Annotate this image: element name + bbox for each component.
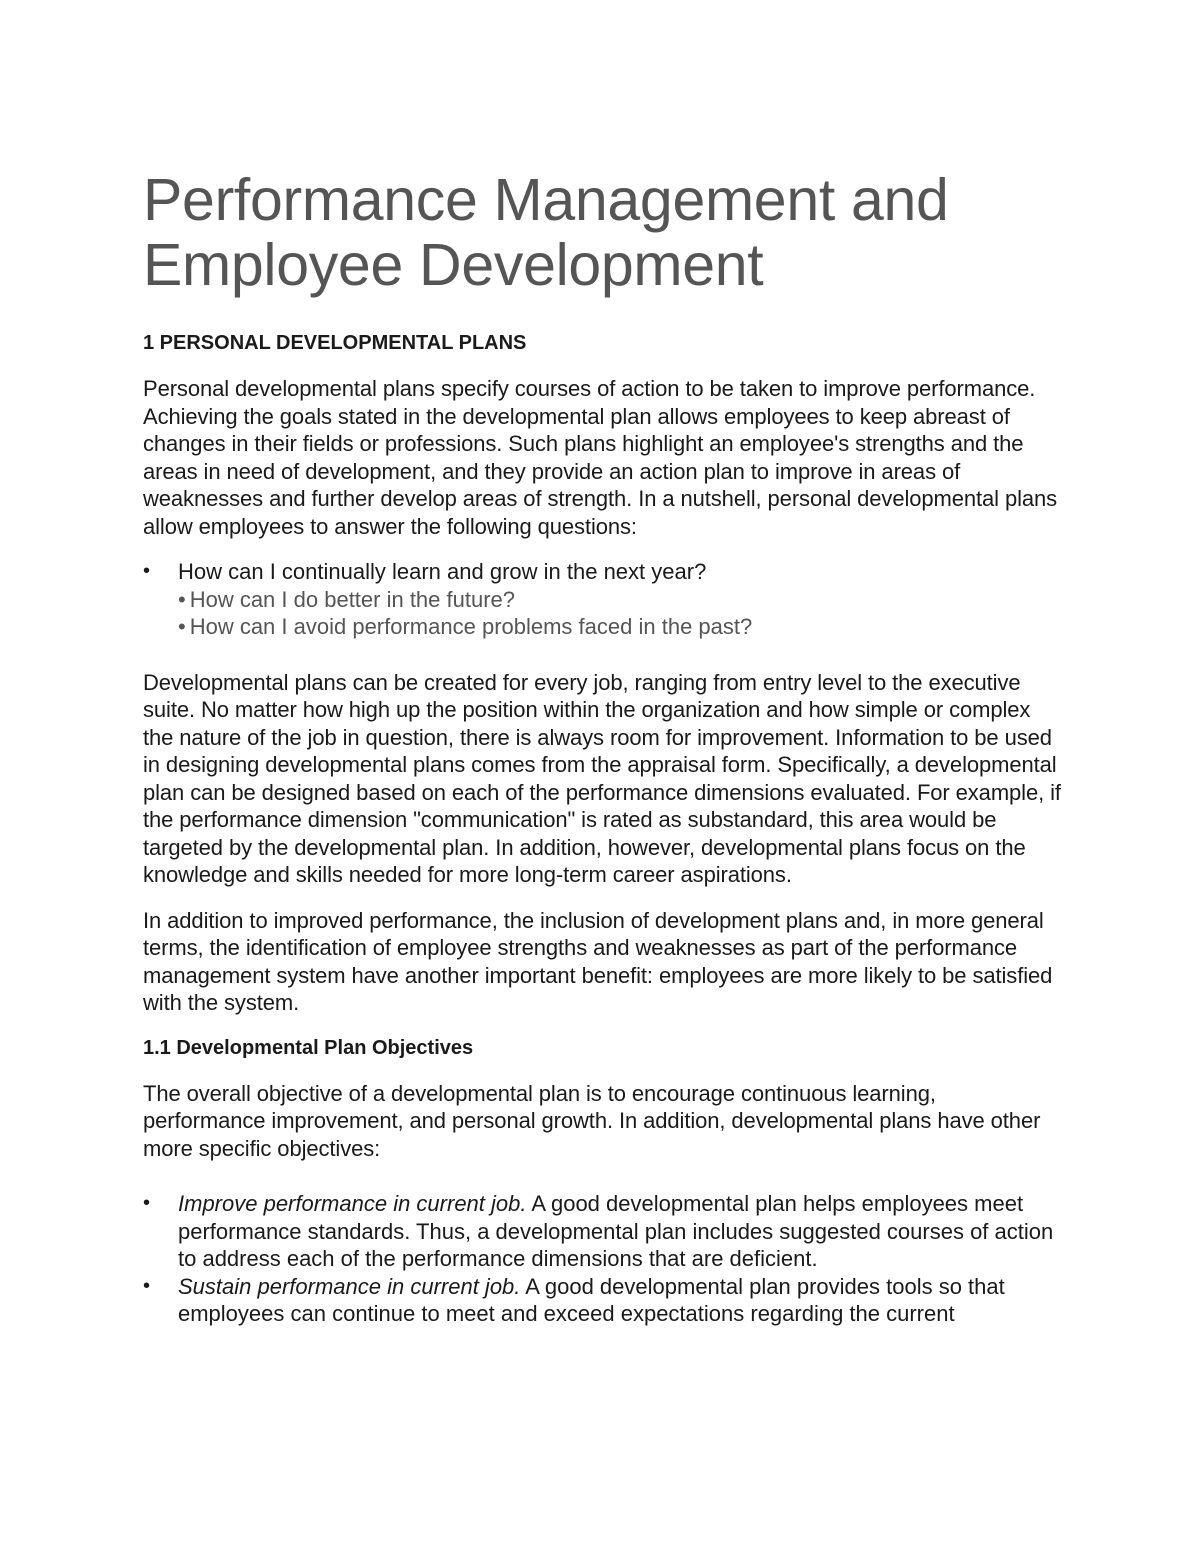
list-item xyxy=(143,1190,1063,1273)
questions-list xyxy=(143,558,1063,641)
section-heading-objectives: 1.1 Developmental Plan Objectives xyxy=(143,1036,474,1059)
objectives-intro-paragraph: The overall objective of a developmental plan is to encourage continuous learning, performance improvement, and personal growth. In addition, developmental plans have other more specific objectives: xyxy=(143,1080,1041,1161)
sub-question xyxy=(178,586,1063,614)
sub-question xyxy=(178,613,1063,641)
bullet-icon: • xyxy=(143,1274,151,1297)
document-page xyxy=(143,168,1063,1346)
objective-text: A good developmental plan helps employees meet performance standards. Thus, a developmental plan includes suggested courses of action to address each of the performance dimensions that are deficient. xyxy=(178,1191,1054,1271)
intro-paragraph: Personal developmental plans specify courses of action to be taken to improve performance. Achieving the goals stated in the developmental plan allows employees to keep abreast of changes in their fields or professions. Such plans highlight an employee's strengths and the areas in need of development, and they provide an action plan to improve in areas of weaknesses and further develop areas of strength. In a nutshell, personal developmental plans allow employees to answer the following questions: xyxy=(143,376,1058,539)
section-heading-personal-developmental-plans: 1 PERSONAL DEVELOPMENTAL PLANS xyxy=(143,332,527,354)
list-item xyxy=(143,1273,1063,1328)
sub-bullet-icon: • xyxy=(178,614,186,639)
objective-text: A good developmental plan provides tools so that employees can continue to meet and exceed expectations regarding the current xyxy=(178,1273,1005,1326)
question-main: How can I continually learn and grow in the next year? xyxy=(178,559,707,584)
paragraph-developmental-plans: Developmental plans can be created for every job, ranging from entry level to the executive suite. No matter how high up the position within the organization and how simple or complex the nature of the job in question, there is always room for improvement. Information to be used in designing developmental plans comes from the appraisal form. Specifically, a developmental plan can be designed based on each of the performance dimensions evaluated. For example, if the performance dimension "communication" is rated as substandard, this area would be targeted by the developmental plan. In addition, however, developmental plans focus on the knowledge and skills needed for more long-term career aspirations. xyxy=(143,669,1061,887)
objective-label: Sustain performance in current job. xyxy=(178,1273,521,1299)
document-title: Performance Management and Employee Development xyxy=(143,167,949,298)
objectives-list xyxy=(143,1190,1063,1328)
sub-question-text: How can I avoid performance problems faced in the past? xyxy=(189,614,753,639)
bullet-icon: • xyxy=(143,1192,151,1214)
objective-label: Improve performance in current job. xyxy=(178,1191,527,1216)
sub-question-text: How can I do better in the future? xyxy=(189,586,516,612)
paragraph-benefits: In addition to improved performance, the inclusion of development plans and, in more general terms, the identification of employee strengths and weaknesses as part of the performance management system have another important benefit: employees are more likely to be satisfied with the system. xyxy=(143,907,1053,1015)
sub-bullet-icon: • xyxy=(178,586,186,612)
list-item xyxy=(143,558,1063,641)
bullet-icon: • xyxy=(143,560,151,582)
